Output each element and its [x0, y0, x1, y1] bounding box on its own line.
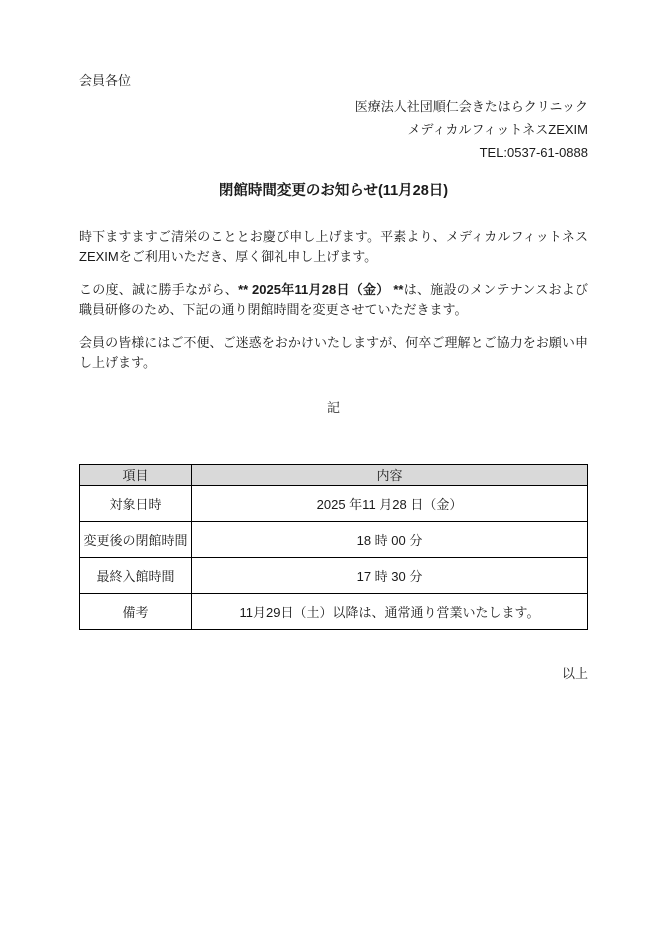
record-marker: 記: [326, 400, 340, 415]
sender-tel: TEL:0537-61-0888: [479, 145, 588, 160]
table-header-item: 項目: [80, 465, 192, 486]
table-cell-item-target-date: 対象日時: [80, 486, 192, 522]
body-text: [79, 227, 588, 373]
table-cell-content-last-entry-time: 17 時 30 分: [192, 558, 588, 594]
sender-organization: 医療法人社団順仁会きたはらクリニック: [354, 99, 588, 114]
table-cell-content-new-closing-time: 18 時 00 分: [192, 522, 588, 558]
closing-marker: 以上: [561, 666, 588, 681]
paragraph-apology: 会員の皆様にはご不便、ご迷惑をおかけいたしますが、何卒ご理解とご協力をお願い申し上げます。: [79, 335, 588, 370]
table-cell-content-remarks: 11月29日（土）以降は、通常通り営業いたします。: [192, 594, 588, 630]
table-row: [80, 594, 588, 630]
table-cell-item-new-closing-time: 変更後の閉館時間: [80, 522, 192, 558]
table-row: [80, 486, 588, 522]
sender-facility: メディカルフィットネスZEXIM: [407, 122, 588, 137]
table-header-row: [80, 465, 588, 486]
table-header-content: 内容: [192, 465, 588, 486]
paragraph-greeting: 時下ますますご清栄のこととお慶び申し上げます。平素より、メディカルフィットネスZEXIMをご利用いただき、厚く御礼申し上げます。: [79, 229, 588, 264]
table-cell-content-target-date: 2025 年11 月28 日（金）: [192, 486, 588, 522]
table-cell-item-last-entry-time: 最終入館時間: [80, 558, 192, 594]
paragraph-announcement: [79, 280, 588, 320]
paragraph-announcement-post: は、施設のメンテナンスおよび職員研修のため、下記の通り閉館時間を変更させていただきます。: [79, 282, 588, 317]
paragraph-announcement-pre: この度、誠に勝手ながら、: [79, 282, 239, 297]
table-row: [80, 558, 588, 594]
sender-block: [79, 95, 588, 164]
document-title: 閉館時間変更のお知らせ(11月28日): [218, 183, 449, 199]
recipient-line: 会員各位: [79, 73, 132, 88]
paragraph-announcement-date-bold: ** 2025年11月28日（金） **: [238, 282, 404, 297]
table-row: [80, 522, 588, 558]
notice-table: [79, 464, 588, 630]
table-cell-item-remarks: 備考: [80, 594, 192, 630]
